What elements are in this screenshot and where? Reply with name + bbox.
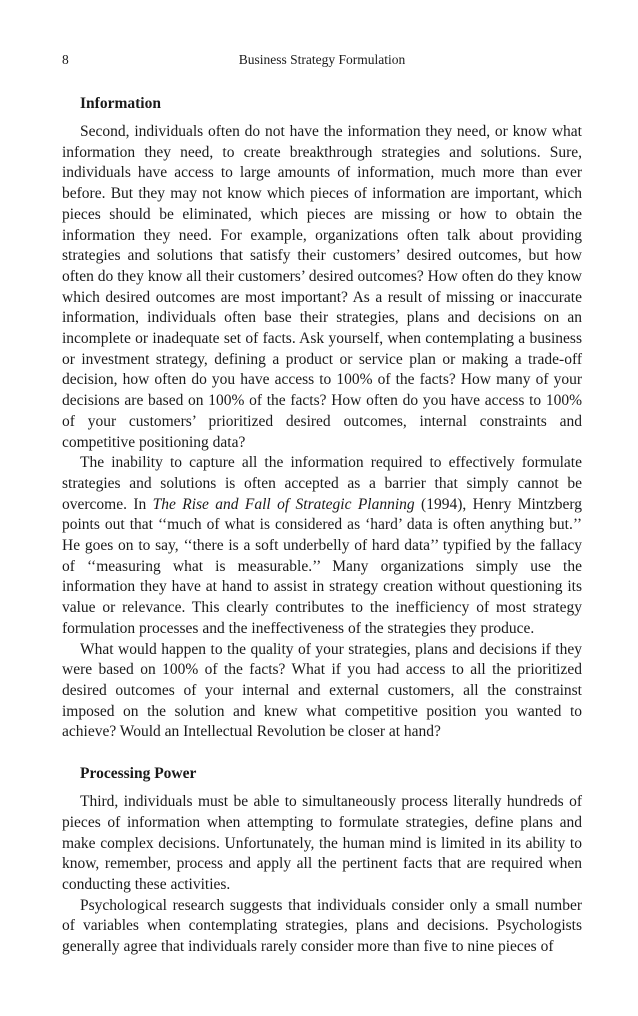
section-heading-processing-power: Processing Power <box>80 765 197 783</box>
paragraph-processing-1: Third, individuals must be able to simultaneously process literally hundreds of pieces of information when attempting to formulate strategies, define plans and make complex decisions. Unfortunately, the human mind is limited in its ability to know, remember, process and apply all the pertinent facts that are required when conducting these activities. <box>62 793 582 893</box>
paragraph-information-3: What would happen to the quality of your strategies, plans and decisions if they were based on 100% of the facts? What if you had access to all the prioritized desired outcomes of your internal and external customers, all the constrainst imposed on the solution and knew what competitive position you wanted to achieve? Would an Intellectual Revolution be closer at hand? <box>62 640 582 741</box>
running-head <box>62 52 582 72</box>
section-heading-information: Information <box>80 95 161 112</box>
body-text <box>62 92 582 958</box>
page-number: 8 <box>62 52 69 67</box>
running-title: Business Strategy Formulation <box>238 52 406 67</box>
paragraph-information-1: Second, individuals often do not have the information they need, or know what information they need, to create breakthrough strategies and solutions. Sure, individuals have access to large amounts of information, much more than ever before. But they may not know which pieces of information are important, which pieces should be eliminated, which pieces are missing or how to obtain the information they need. For example, organizations often talk about providing strategies and solutions that satisfy their customers’ desired outcomes, but how often do they know all their customers’ desired outcomes? How often do they know which desired outcomes are most important? As a result of missing or inaccurate information, individuals often base their strategies, plans and decisions on an incomplete or inadequate set of facts. Ask yourself, when contemplating a business or investment strategy, defining a product or service plan or making a trade-off decision, how often do you have access to 100% of the facts? How many of your decisions are based on 100% of the facts? How often do you have access to 100% of your customers’ prioritized desired outcomes, internal constraints and competitive positioning data? <box>62 123 582 451</box>
paragraph-text: (1994), Henry Mintzberg points out that ‘‘much of what is considered as ‘hard’ data is often anything but.’’ He goes on to say, ‘‘there is a soft underbelly of hard data’’ typified by the fallacy of ‘‘measuring what is measurable.’’ Many organizations simply use the information they have at hand to assist in strategy creation without questioning its value or relevance. This clearly contributes to the inefficiency of most strategy formulation processes and the ineffectiveness of the strategies they produce. <box>62 495 582 637</box>
paragraph-text: The inability to capture all the information required to effectively formulate strategies and solutions is often accepted as a barrier that simply cannot be overcome. In <box>62 454 582 513</box>
paragraph-processing-2: Psychological research suggests that individuals consider only a small number of variables when contemplating strategies, plans and decisions. Psychologists generally agree that individuals rarely consider more than five to nine pieces of <box>62 896 582 956</box>
book-title: The Rise and Fall of Strategic Planning <box>152 495 415 513</box>
paragraph-information-2 <box>62 453 582 639</box>
